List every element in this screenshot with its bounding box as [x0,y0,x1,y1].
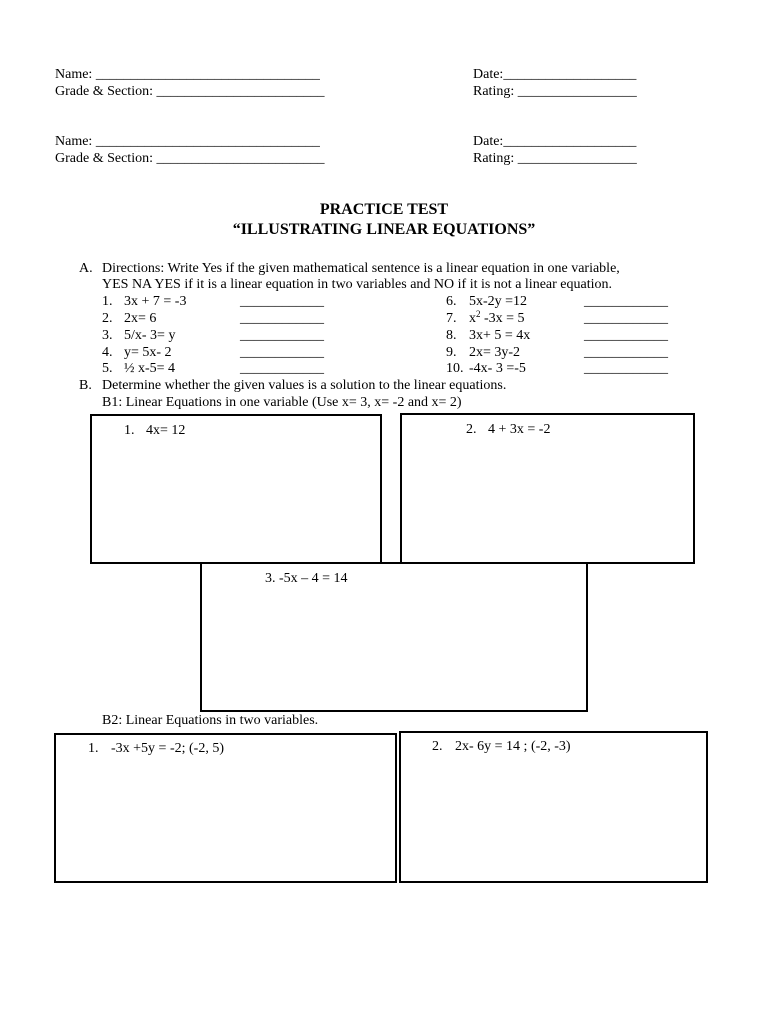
question-equation: 3x+ 5 = 4x [469,328,531,343]
question-equation: 2x= 6 [124,311,157,326]
question-equation: 5/x- 3= y [124,328,176,343]
question-equation: 3x + 7 = -3 [124,294,187,309]
box-equation: 2x- 6y = 14 ; (-2, -3) [455,739,571,754]
question-number: 9. [446,345,457,360]
rating-field-label: Rating: _________________ [473,151,637,166]
question-number: 5. [102,361,113,376]
question-number: 4. [102,345,113,360]
question-equation: ½ x-5= 4 [124,361,176,376]
section-b-marker: B. [79,378,92,393]
question-equation: $x^2$ -3x = 5 [469,309,525,326]
page-subtitle: “ILLUSTRATING LINEAR EQUATIONS” [232,221,536,238]
answer-blank[interactable]: ____________ [240,361,324,376]
question-number: 8. [446,328,457,343]
grade-section-field-label: Grade & Section: ________________________ [55,151,325,166]
question-number: 10. [446,361,464,376]
question-equation: y= 5x- 2 [124,345,172,360]
date-field-label: Date:___________________ [473,134,637,149]
answer-box-b1-3[interactable] [200,562,588,712]
answer-blank[interactable]: ____________ [240,294,324,309]
question-equation: 2x= 3y-2 [469,345,521,360]
section-a-directions-continued: YES NA YES if it is a linear equation in two variables and NO if it is not a linear equation. [102,277,612,292]
question-number: 1. [102,294,113,309]
answer-blank[interactable]: ____________ [584,328,668,343]
b2-label: B2: Linear Equations in two variables. [102,713,319,728]
answer-box-b2-2[interactable] [399,731,708,883]
question-number: 6. [446,294,457,309]
answer-box-b1-2[interactable] [400,413,695,564]
name-field-label: Name: ________________________________ [55,67,320,82]
answer-blank[interactable]: ____________ [240,311,324,326]
answer-blank[interactable]: ____________ [584,345,668,360]
date-field-label: Date:___________________ [473,67,637,82]
box-number: 1. [88,741,99,756]
question-number: 2. [102,311,113,326]
b1-label: B1: Linear Equations in one variable (Use x= 3, x= -2 and x= 2) [102,395,462,410]
answer-blank[interactable]: ____________ [240,345,324,360]
exponent: 2 [476,309,481,319]
name-field-label: Name: ________________________________ [55,134,320,149]
answer-blank[interactable]: ____________ [584,361,668,376]
section-a-marker: A. [79,261,93,276]
section-a-directions: Directions: Write Yes if the given mathematical sentence is a linear equation in one variable, [102,261,620,276]
answer-blank[interactable]: ____________ [584,294,668,309]
section-b-instruction: Determine whether the given values is a solution to the linear equations. [102,378,507,393]
box-equation: -3x +5y = -2; (-2, 5) [111,741,224,756]
box-equation: 4x= 12 [146,423,186,438]
answer-blank[interactable]: ____________ [240,328,324,343]
box-equation: 3. -5x – 4 = 14 [265,571,348,586]
box-number: 1. [124,423,135,438]
page-title: PRACTICE TEST [319,201,449,218]
question-number: 7. [446,311,457,326]
box-number: 2. [432,739,443,754]
box-number: 2. [466,422,477,437]
answer-blank[interactable]: ____________ [584,311,668,326]
grade-section-field-label: Grade & Section: ________________________ [55,84,325,99]
question-number: 3. [102,328,113,343]
answer-box-b2-1[interactable] [54,733,397,883]
question-equation: -4x- 3 =-5 [469,361,526,376]
rating-field-label: Rating: _________________ [473,84,637,99]
question-equation: 5x-2y =12 [469,294,528,309]
answer-box-b1-1[interactable] [90,414,382,564]
box-equation: 4 + 3x = -2 [488,422,551,437]
